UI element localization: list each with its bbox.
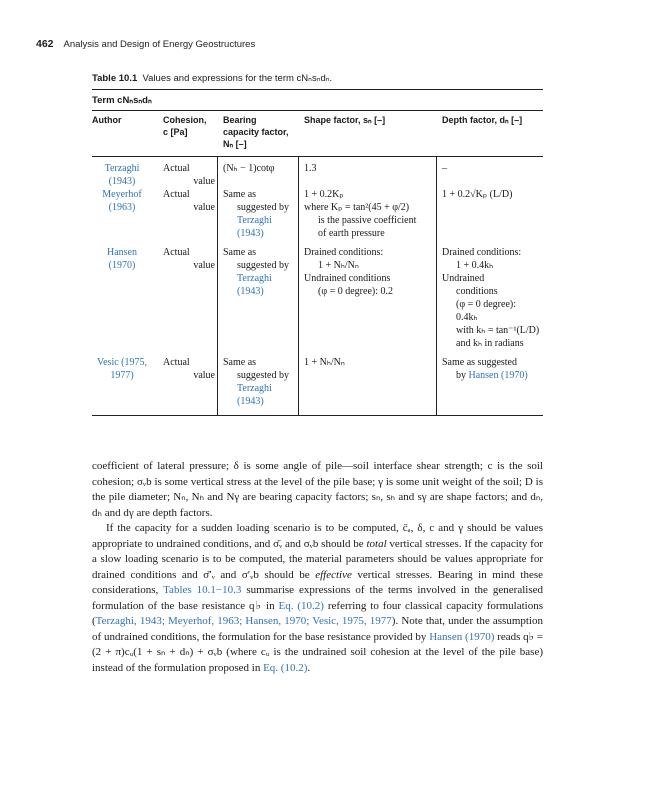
cohesion-line1: Actual: [163, 247, 190, 258]
depth-ref-link[interactable]: Hansen (1970): [468, 370, 528, 381]
author-name: Meyerhof: [102, 189, 142, 200]
p2-text-d: summarise expressions of the terms involved in the generalised formulation of the base resistance q♭ in: [92, 584, 543, 612]
row-terzaghi-depth: –: [442, 163, 447, 174]
cohesion-line2: value: [193, 176, 215, 187]
page-number: 462: [36, 38, 54, 50]
author-year: (1970): [108, 260, 136, 271]
header-shape: Shape factor, sₙ [–]: [304, 115, 386, 125]
cohesion-line1: Actual: [163, 189, 190, 200]
term-label: Term cNₙsₙdₙ: [92, 95, 152, 106]
author-name: Vesic (1975,: [97, 357, 147, 368]
row-vesic-cohesion: [163, 356, 215, 382]
p2-text-c: vertical stresses. Bearing in mind these considerations,: [92, 568, 543, 596]
depth-line3: Undrained: [442, 273, 485, 284]
bearing-ref-year[interactable]: (1943): [237, 286, 264, 297]
p2-emph-effective: effective: [315, 568, 352, 581]
table-caption-text: Values and expressions for the term cNₙsₙdₙ.: [142, 73, 333, 84]
row-meyerhof-bearing: [223, 188, 297, 240]
table-top-rule: [92, 89, 543, 90]
hansen-link[interactable]: Hansen (1970): [429, 630, 495, 643]
author-year: (1963): [108, 202, 136, 213]
book-title: Analysis and Design of Energy Geostructures: [63, 39, 256, 50]
table-10-1: [92, 89, 543, 419]
row-vesic-bearing: [223, 356, 297, 408]
bearing-ref-link[interactable]: Terzaghi: [237, 383, 272, 394]
depth-line8: and kₕ in radians: [456, 338, 524, 349]
p2-text-e: referring to four classical capacity formulations (: [92, 599, 543, 627]
author-name: Hansen: [107, 247, 137, 258]
p2-emph-total: total: [366, 537, 387, 550]
body-text: [92, 459, 543, 676]
shape-line3: is the passive coefficient: [318, 215, 417, 226]
row-terzaghi-cohesion: [163, 162, 215, 188]
depth-line2: by: [456, 370, 466, 381]
term-rule: [92, 110, 543, 111]
p2-text-f: ). Note that, under the assumption of undrained conditions, the formulation for the base resistance provided by: [92, 615, 543, 643]
bearing-line1: Same as: [223, 357, 257, 368]
table-bottom-rule: [92, 415, 543, 416]
cohesion-line1: Actual: [163, 163, 190, 174]
column-divider-1: [217, 156, 218, 415]
bearing-ref-link[interactable]: Terzaghi: [237, 273, 272, 284]
depth-line4: conditions: [456, 286, 498, 297]
row-hansen-shape: [304, 246, 436, 298]
row-meyerhof-author: [92, 188, 152, 214]
bearing-line2: suggested by: [237, 202, 289, 213]
shape-line4: (φ = 0 degree): 0.2: [318, 286, 393, 297]
row-terzaghi-author: [92, 162, 152, 188]
cohesion-line2: value: [193, 260, 215, 271]
shape-line4: of earth pressure: [318, 228, 385, 239]
bearing-line2: suggested by: [237, 370, 289, 381]
depth-line1: Same as suggested: [442, 357, 517, 368]
p2-text-a: If the capacity for a sudden loading scenario is to be computed, c̄ₐ, δ, c and γ should be values appropriate to undrained conditions, and σ̄ᵥ and σᵥb should be: [92, 522, 543, 550]
column-divider-2: [298, 156, 299, 415]
header-cohesion: [163, 114, 207, 138]
running-head: [36, 38, 255, 50]
header-author: Author: [92, 115, 122, 125]
shape-line1: 1 + 0.2Kₚ: [304, 189, 344, 200]
paragraph-2: [92, 521, 543, 676]
depth-line2: 1 + 0.4kₕ: [456, 260, 494, 271]
row-vesic-shape: 1 + Nₕ/Nₙ: [304, 357, 345, 368]
row-vesic-author: [92, 356, 152, 382]
equation-link[interactable]: Eq. (10.2): [278, 599, 324, 612]
bearing-line1: Same as: [223, 189, 257, 200]
shape-line3: Undrained conditions: [304, 273, 391, 284]
bearing-line1: Same as: [223, 247, 257, 258]
paragraph-1: coefficient of lateral pressure; δ is some angle of pile—soil interface shear strength; c is the soil cohesion; σᵥb is some vertical stress at the level of the pile base; γ is some unit weight of the soil; D is the pile diameter; Nₙ, Nₕ and Nγ are bearing capacity factors; sₙ, sₕ and sγ are shape factors; and dₙ, dₕ and dγ are depth factors.: [92, 460, 543, 519]
header-rule: [92, 156, 543, 157]
table-caption: [92, 73, 332, 84]
author-year: (1943): [108, 176, 136, 187]
p2-text-g: reads q♭ = (2 + π)cᵤ(1 + sₙ + dₙ) + σᵥb (where cᵤ is the undrained soil cohesion at the level of the pile base) instead of the formulation proposed in: [92, 630, 543, 674]
depth-line6: 0.4kₕ: [456, 312, 478, 323]
table-label: Table 10.1: [92, 73, 138, 84]
author-year: 1977): [110, 370, 134, 381]
bearing-ref-link[interactable]: Terzaghi: [237, 215, 272, 226]
shape-line1: Drained conditions:: [304, 247, 384, 258]
depth-line7: with kₕ = tan⁻¹(L/D): [456, 325, 540, 336]
depth-line1: Drained conditions:: [442, 247, 522, 258]
column-divider-3: [436, 156, 437, 415]
header-bearing-line1: Bearing: [223, 115, 257, 125]
row-terzaghi-shape: 1.3: [304, 163, 317, 174]
row-terzaghi-bearing: (Nₕ − 1)cotφ: [223, 163, 275, 174]
header-depth: Depth factor, dₙ [–]: [442, 115, 523, 125]
row-hansen-cohesion: [163, 246, 215, 272]
row-vesic-depth: [442, 356, 543, 382]
row-meyerhof-depth: 1 + 0.2√Kₚ (L/D): [442, 189, 513, 200]
equation-link-2[interactable]: Eq. (10.2): [263, 661, 308, 674]
row-meyerhof-shape: [304, 188, 436, 240]
references-link[interactable]: Terzaghi, 1943; Meyerhof, 1963; Hansen, 1970; Vesic, 1975, 1977: [95, 615, 392, 627]
row-meyerhof-cohesion: [163, 188, 215, 214]
row-hansen-author: [92, 246, 152, 272]
p2-text-b: vertical stresses. If the capacity for a slow loading scenario is to be computed, the material parameters should be values appropriate for drained conditions and σ̄′ᵥ and σ′ᵥb should be: [92, 537, 543, 581]
tables-link[interactable]: Tables 10.1−10.3: [163, 584, 242, 596]
cohesion-line2: value: [193, 202, 215, 213]
header-bearing-line3: Nₙ [–]: [223, 139, 247, 149]
header-bearing-line2: capacity factor,: [223, 127, 289, 137]
header-cohesion-line1: Cohesion,: [163, 115, 207, 125]
shape-line2: 1 + Nₕ/Nₙ: [318, 260, 359, 271]
author-name: Terzaghi: [104, 163, 140, 174]
row-hansen-depth: [442, 246, 543, 350]
cohesion-line1: Actual: [163, 357, 190, 368]
header-cohesion-line2: c [Pa]: [163, 127, 188, 137]
bearing-ref-year[interactable]: (1943): [237, 396, 264, 407]
depth-line5: (φ = 0 degree):: [456, 299, 516, 310]
bearing-line2: suggested by: [237, 260, 289, 271]
header-bearing: [223, 114, 289, 150]
shape-line2: where Kₚ = tan²(45 + φ/2): [304, 202, 410, 213]
p2-text-h: .: [307, 661, 311, 674]
row-hansen-bearing: [223, 246, 297, 298]
bearing-ref-year[interactable]: (1943): [237, 228, 264, 239]
cohesion-line2: value: [193, 370, 215, 381]
